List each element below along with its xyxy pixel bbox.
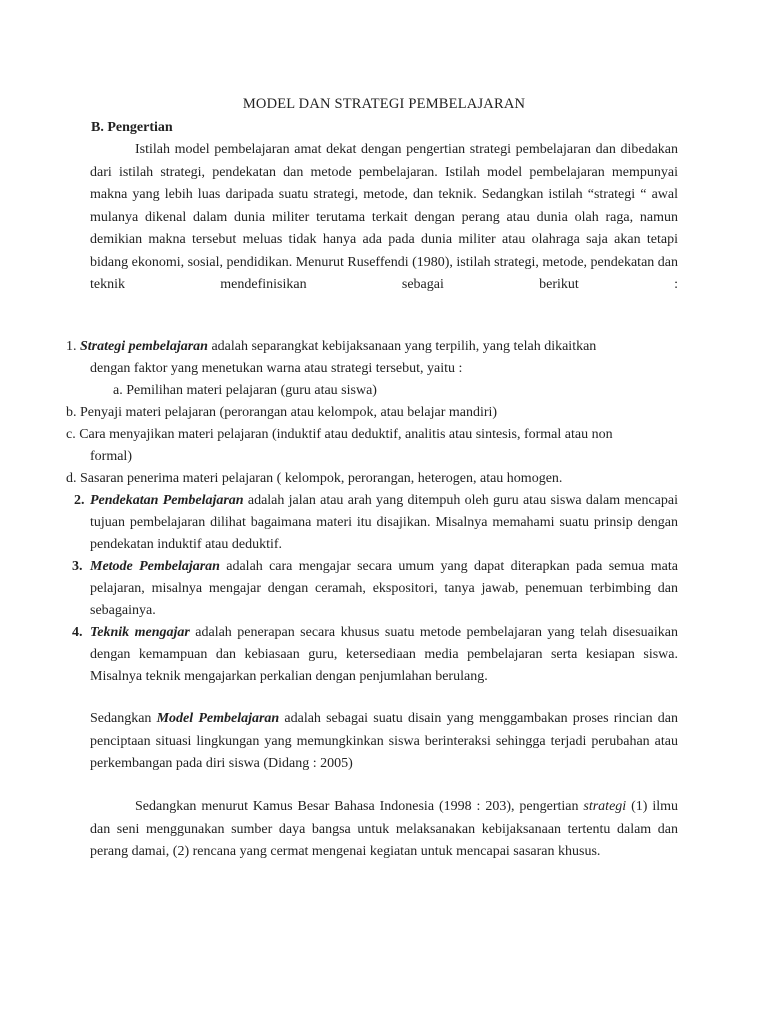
list-item-3-text: adalah cara mengajar secara umum yang dapat diterapkan pada semua mata pelajaran, misalnya mengajar dengan ceramah, ekspositori, tanya jawab, penemuan terbimbing dan sebagainya.: [90, 559, 678, 618]
term-model-pembelajaran: Model Pembelajaran: [156, 711, 280, 726]
list-item-4: [90, 622, 678, 688]
list-item-1-continuation: dengan faktor yang menetukan warna atau strategi tersebut, yaitu :: [90, 361, 463, 376]
model-paragraph-text: adalah sebagai suatu disain yang menggambakan proses rincian dan penciptaan situasi lingkungan yang memungkinkan siswa berinteraksi sehingga terjadi perubahan atau perkembangan pada diri siswa (Didang : 2005): [90, 711, 678, 771]
list-number: 1.: [66, 339, 77, 354]
list-item-2-text: adalah jalan atau arah yang ditempuh oleh guru atau siswa dalam mencapai tujuan pembelajaran dilihat bagaimana materi itu disajikan. Misalnya memahami suatu prinsip dengan pendekatan induktif atau deduktif.: [90, 493, 679, 552]
list-item-3: [90, 556, 678, 622]
subitem-c: c. Cara menyajikan materi pelajaran (induktif atau deduktif, analitis atau sintesis, formal atau non: [66, 427, 613, 442]
list-item-2: [90, 490, 678, 556]
subitem-d: d. Sasaran penerima materi pelajaran ( kelompok, perorangan, heterogen, atau homogen.: [66, 471, 563, 486]
model-paragraph: [90, 708, 678, 776]
section-heading: B. Pengertian: [91, 120, 173, 135]
term-metode-pembelajaran: Metode Pembelajaran: [90, 559, 220, 574]
subitem-b: b. Penyaji materi pelajaran (perorangan atau kelompok, atau belajar mandiri): [66, 405, 498, 420]
term-strategi: strategi: [583, 799, 627, 814]
document-title: MODEL DAN STRATEGI PEMBELAJARAN: [242, 96, 526, 112]
list-item-1: [66, 336, 678, 358]
subitem-a: a. Pemilihan materi pelajaran (guru atau siswa): [113, 383, 377, 398]
kbbi-paragraph-prefix: Sedangkan menurut Kamus Besar Bahasa Indonesia (1998 : 203), pengertian: [135, 799, 584, 814]
term-pendekatan-pembelajaran: Pendekatan Pembelajaran: [90, 493, 244, 508]
term-strategi-pembelajaran: Strategi pembelajaran: [80, 339, 208, 354]
term-teknik-mengajar: Teknik mengajar: [90, 625, 190, 640]
list-item-4-text: adalah penerapan secara khusus suatu metode pembelajaran yang telah disesuaikan dengan kemampuan dan kebiasaan guru, ketersediaan media pembelajaran serta kesiapan siswa. Misalnya teknik mengajarkan perkalian dengan penjumlahan berulang.: [90, 625, 678, 684]
list-number-2: 2.: [74, 493, 85, 508]
intro-paragraph: Istilah model pembelajaran amat dekat dengan pengertian strategi pembelajaran dan dibedakan dari istilah strategi, pendekatan dan metode pembelajaran. Istilah model pembelajaran mempunyai makna yang lebih luas daripada suatu strategi, metode, dan teknik. Sedangkan istilah “strategi “ awal mulanya dikenal dalam dunia militer terutama terkait dengan perang atau dunia olah raga, namun demikian makna tersebut meluas tidak hanya ada pada dunia militer atau olahraga saja akan tetapi bidang ekonomi, sosial, pendidikan. Menurut Ruseffendi (1980), istilah strategi, metode, pendekatan dan teknik mendefinisikan sebagai berikut :: [90, 142, 678, 292]
kbbi-paragraph: [90, 796, 678, 864]
kbbi-paragraph-text: (1) ilmu dan seni menggunakan sumber daya bangsa untuk melaksanakan kebijaksanaan tertentu dalam dan perang damai, (2) rencana yang cermat mengenai kegiatan untuk mencapai sasaran khusus.: [90, 799, 678, 859]
model-paragraph-prefix: Sedangkan: [90, 711, 157, 726]
subitem-c-continuation: formal): [90, 449, 132, 464]
list-number-4: 4.: [72, 625, 83, 640]
list-number-3: 3.: [72, 559, 83, 574]
list-item-1-text: adalah separangkat kebijaksanaan yang terpilih, yang telah dikaitkan: [207, 339, 597, 354]
